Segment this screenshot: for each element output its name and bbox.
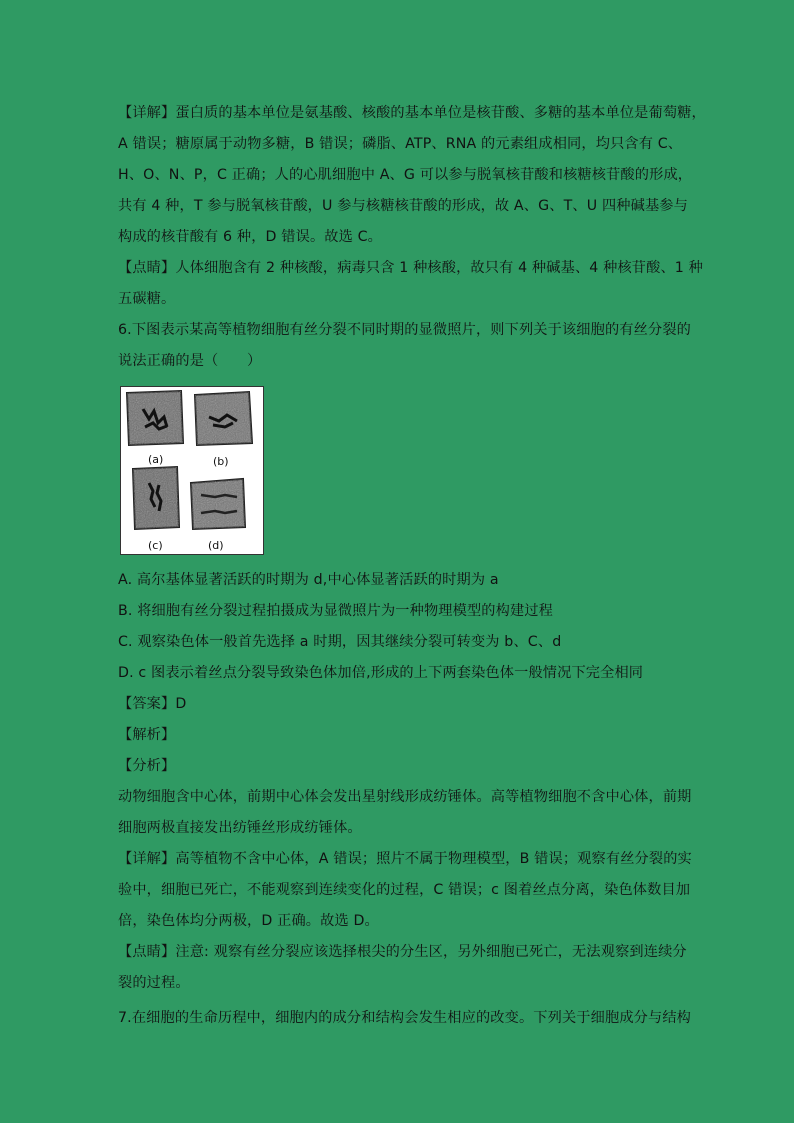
text-line: 共有 4 种，T 参与脱氧核苷酸，U 参与核糖核苷酸的形成，故 A、G、T、U 四种碱基参与	[118, 198, 688, 214]
question-6-stem: 说法正确的是（ ）	[118, 353, 262, 369]
option-b: B. 将细胞有丝分裂过程拍摄成为显微照片为一种物理模型的构建过程	[118, 603, 553, 619]
option-d: D. c 图表示着丝点分裂导致染色体加倍,形成的上下两套染色体一般情况下完全相同	[118, 665, 644, 681]
question-7-stem: 7.在细胞的生命历程中，细胞内的成分和结构会发生相应的改变。下列关于细胞成分与结构	[118, 1010, 692, 1026]
question-6-stem: 6.下图表示某高等植物细胞有丝分裂不同时期的显微照片，则下列关于该细胞的有丝分裂的	[118, 322, 692, 338]
text-line: 构成的核苷酸有 6 种，D 错误。故选 C。	[118, 229, 383, 245]
cell-d-image	[191, 479, 245, 529]
text-line: A 错误；糖原属于动物多糖，B 错误；磷脂、ATP、RNA 的元素组成相同，均只含有 C、	[118, 136, 683, 152]
micrograph-figure	[120, 386, 264, 555]
text-line: 细胞两极直接发出纺锤丝形成纺锤体。	[118, 820, 362, 836]
text-line: 动物细胞含中心体，前期中心体会发出星射线形成纺锤体。高等植物细胞不含中心体，前期	[118, 789, 692, 805]
cell-c-image	[133, 467, 179, 529]
analysis-heading: 【解析】	[118, 727, 176, 743]
figure-label-a: (a)	[148, 453, 164, 466]
text-line: 裂的过程。	[118, 975, 190, 991]
text-line: H、O、N、P，C 正确；人的心肌细胞中 A、G 可以参与脱氧核苷酸和核糖核苷酸的形成，	[118, 167, 693, 183]
text-line: 【详解】高等植物不含中心体，A 错误；照片不属于物理模型，B 错误；观察有丝分裂的实	[118, 851, 692, 867]
figure-label-d: (d)	[208, 539, 224, 552]
figure-label-b: (b)	[213, 455, 229, 468]
analysis-subheading: 【分析】	[118, 758, 176, 774]
option-c: C. 观察染色体一般首先选择 a 时期，因其继续分裂可转变为 b、C、d	[118, 634, 562, 650]
answer-heading: 【答案】D	[118, 696, 187, 712]
text-line: 五碳糖。	[118, 291, 176, 307]
text-line: 倍，染色体均分两极，D 正确。故选 D。	[118, 913, 379, 929]
text-line: 【点睛】人体细胞含有 2 种核酸，病毒只含 1 种核酸，故只有 4 种碱基、4 种核苷酸、1 种	[118, 260, 703, 276]
cell-b-image	[195, 392, 252, 445]
cell-a-image	[127, 391, 183, 445]
text-line: 验中，细胞已死亡，不能观察到连续变化的过程，C 错误；c 图着丝点分离，染色体数目加	[118, 882, 691, 898]
figure-label-c: (c)	[148, 539, 163, 552]
option-a: A. 高尔基体显著活跃的时期为 d,中心体显著活跃的时期为 a	[118, 572, 499, 588]
text-line: 【点睛】注意: 观察有丝分裂应该选择根尖的分生区，另外细胞已死亡，无法观察到连续分	[118, 944, 687, 960]
text-line: 【详解】蛋白质的基本单位是氨基酸、核酸的基本单位是核苷酸、多糖的基本单位是葡萄糖，	[118, 105, 706, 121]
